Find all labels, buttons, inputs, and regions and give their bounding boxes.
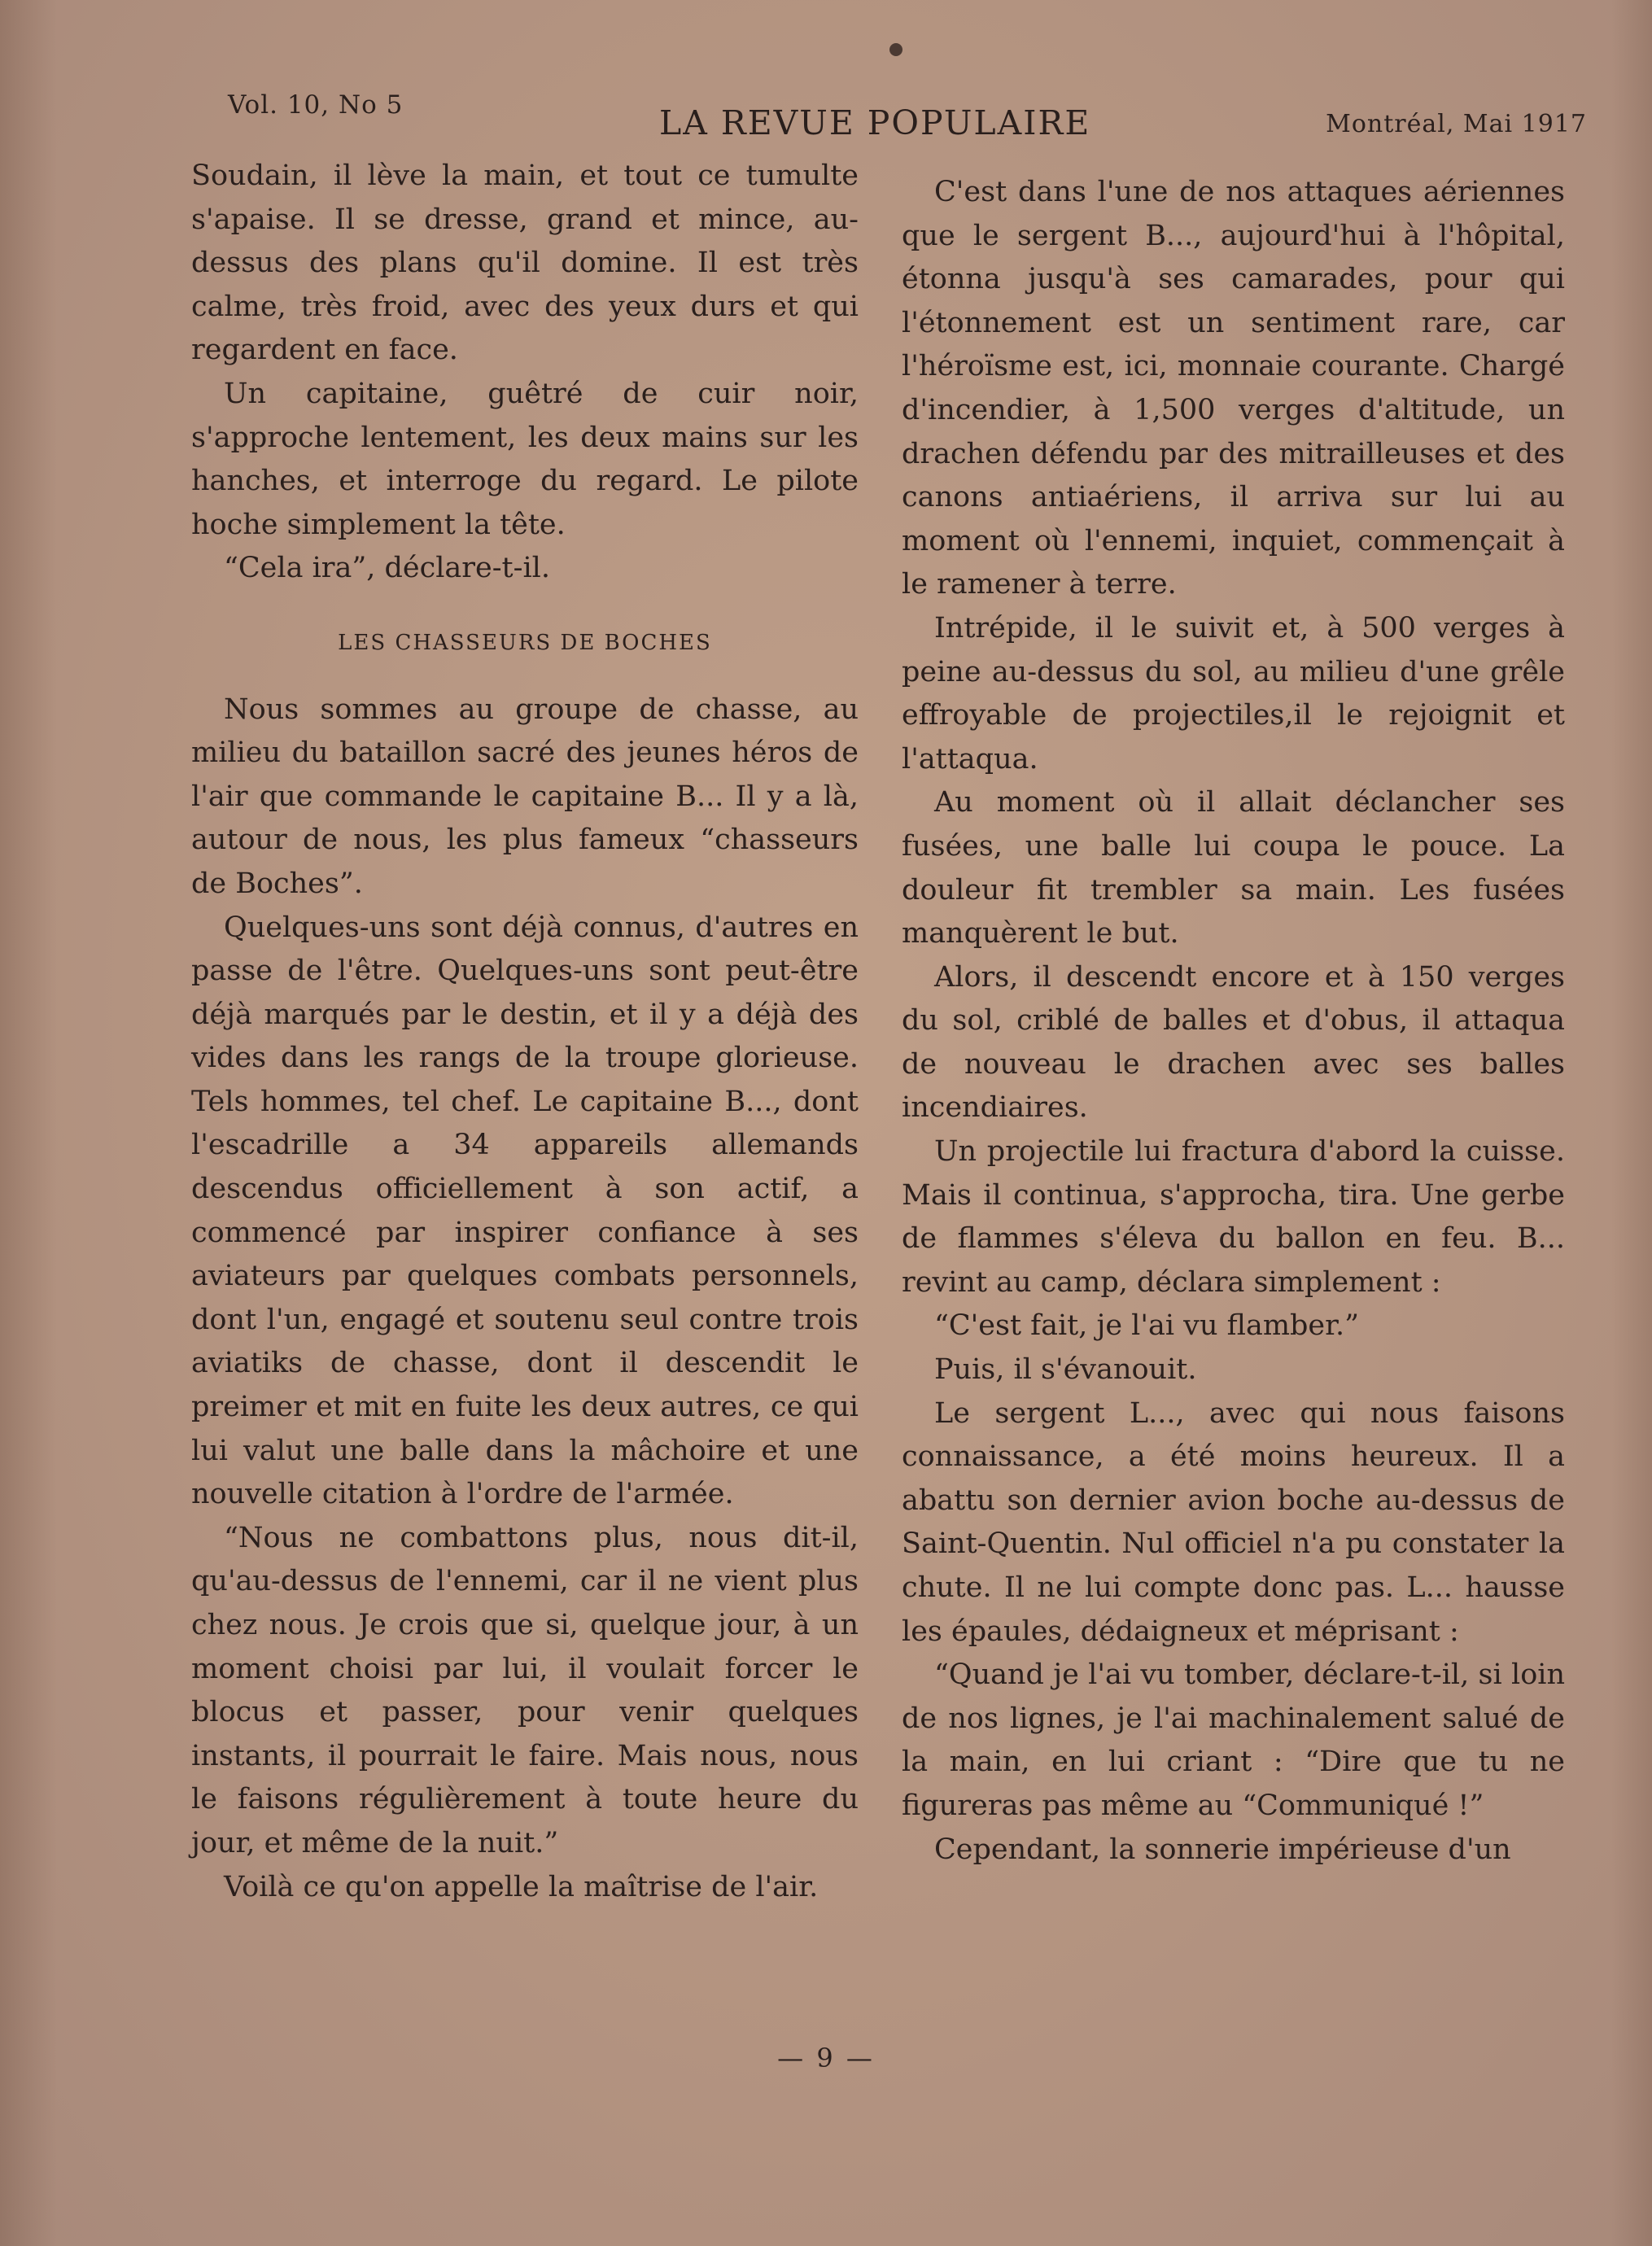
paragraph: Au moment où il allait déclancher ses fusées, une balle lui coupa le pouce. La douleur fit trembler sa main. Les fusées manquèrent le but.: [902, 786, 1565, 950]
publication-title: LA REVUE POPULAIRE: [659, 103, 1091, 142]
issue-dateline: Montréal, Mai 1917: [1326, 110, 1587, 138]
paragraph: Un projectile lui fractura d'abord la cuisse. Mais il continua, s'approcha, tira. Une gerbe de flammes s'éleva du ballon en feu. B... revint au camp, déclara simplement :: [902, 1135, 1565, 1299]
paragraph: Un capitaine, guêtré de cuir noir, s'approche lentement, les deux mains sur les hanches, et interroge du regard. Le pilote hoche simplement la tête.: [191, 377, 859, 541]
paragraph: Quelques-uns sont déjà connus, d'autres en passe de l'être. Quelques-uns sont peut-être déjà marqués par le destin, et il y a déjà des vides dans les rangs de la troupe glorieuse. Tels hommes, tel chef. Le capitaine B..., dont l'escadrille a 34 appareils allemands descendus officiellement à son actif, a commencé par inspirer confiance à ses aviateurs par quelques combats personnels, dont l'un, engagé et soutenu seul contre trois aviatiks de chasse, dont il descendit le preimer et mit en fuite les deux autres, ce qui lui valut une balle dans la mâchoire et une nouvelle citation à l'ordre de l'armée.: [191, 911, 859, 1511]
paragraph: Le sergent L..., avec qui nous faisons connaissance, a été moins heureux. Il a abattu son dernier avion boche au-dessus de Saint-Quentin. Nul officiel n'a pu constater la chute. Il ne lui compte donc pas. L... hausse les épaules, dédaigneux et méprisant :: [902, 1396, 1565, 1648]
running-header: [220, 85, 1595, 142]
paragraph: Voilà ce qu'on appelle la maîtrise de l'air.: [224, 1870, 819, 1903]
ink-spot: [889, 43, 902, 56]
right-column: [902, 171, 1565, 1872]
page-edge-shadow-right: [1611, 0, 1652, 2246]
paragraph: Intrépide, il le suivit et, à 500 verges à peine au-dessus du sol, au milieu d'une grêle effroyable de projectiles,il le rejoignit et l'attaqua.: [902, 611, 1565, 776]
paragraph: Alors, il descendt encore et à 150 verges du sol, criblé de balles et d'obus, il attaqua de nouveau le drachen avec ses balles incendiaires.: [902, 960, 1565, 1125]
paragraph: “Cela ira”, déclare-t-il.: [224, 552, 550, 585]
paragraph: Puis, il s'évanouit.: [934, 1353, 1197, 1387]
section-subheading: LES CHASSEURS DE BOCHES: [338, 630, 712, 655]
paragraph: Nous sommes au groupe de chasse, au milieu du bataillon sacré des jeunes héros de l'air que commande le capitaine B... Il y a là, autour de nous, les plus fameux “chasseurs de Boches”.: [191, 693, 859, 900]
page-number: — 9 —: [777, 2043, 875, 2073]
paragraph: “Quand je l'ai vu tomber, déclare-t-il, si loin de nos lignes, je l'ai machinalement salué de la main, en lui criant : “Dire que tu ne figureras pas même au “Communiqué !”: [902, 1658, 1565, 1822]
left-column: [191, 155, 859, 1909]
paragraph: Cependant, la sonnerie impérieuse d'un: [934, 1833, 1511, 1866]
paragraph: Soudain, il lève la main, et tout ce tumulte s'apaise. Il se dresse, grand et mince, au-dessus des plans qu'il domine. Il est très calme, très froid, avec des yeux durs et qui regardent en face.: [191, 159, 859, 367]
paragraph: “C'est fait, je l'ai vu flamber.”: [934, 1309, 1360, 1343]
paragraph: C'est dans l'une de nos attaques aériennes que le sergent B..., aujourd'hui à l'hôpital, étonna jusqu'à ses camarades, pour qui l'étonnement est un sentiment rare, car l'héroïsme est, ici, monnaie courante. Chargé d'incendier, à 1,500 verges d'altitude, un drachen défendu par des mitrailleuses et des canons antiaériens, il arriva sur lui au moment où l'ennemi, inquiet, commençait à le ramener à terre.: [902, 176, 1565, 601]
volume-number: Vol. 10, No 5: [228, 90, 404, 120]
paragraph: “Nous ne combattons plus, nous dit-il, qu'au-dessus de l'ennemi, car il ne vient plus chez nous. Je crois que si, quelque jour, à un moment choisi par lui, il voulait forcer le blocus et passer, pour venir quelques instants, il pourrait le faire. Mais nous, nous le faisons régulièrement à toute heure du jour, et même de la nuit.”: [191, 1521, 859, 1859]
page-edge-shadow-left: [0, 0, 57, 2246]
